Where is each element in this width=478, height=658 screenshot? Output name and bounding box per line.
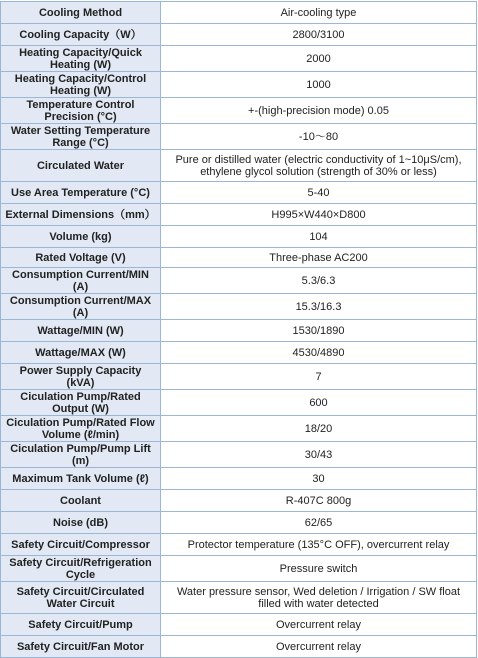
spec-value: Overcurrent relay <box>161 636 477 658</box>
spec-row <box>1 2 477 24</box>
spec-row <box>1 268 477 294</box>
spec-label: Temperature Control Precision (°C) <box>1 98 161 124</box>
spec-value: Pressure switch <box>161 556 477 582</box>
spec-label: Water Setting Temperature Range (°C) <box>1 124 161 150</box>
spec-value: 30 <box>161 468 477 490</box>
spec-label: Consumption Current/MAX (A) <box>1 294 161 320</box>
spec-row <box>1 182 477 204</box>
spec-label: External Dimensions（mm） <box>1 204 161 226</box>
spec-row <box>1 582 477 614</box>
spec-label: Noise (dB) <box>1 512 161 534</box>
spec-label: Coolant <box>1 490 161 512</box>
spec-row <box>1 490 477 512</box>
spec-value: 7 <box>161 364 477 390</box>
spec-value: 62/65 <box>161 512 477 534</box>
spec-label: Maximum Tank Volume (ℓ) <box>1 468 161 490</box>
spec-value: 104 <box>161 226 477 248</box>
spec-label: Safety Circuit/Circulated Water Circuit <box>1 582 161 614</box>
spec-row <box>1 614 477 636</box>
spec-row <box>1 416 477 442</box>
spec-label: Safety Circuit/Refrigeration Cycle <box>1 556 161 582</box>
spec-row <box>1 204 477 226</box>
spec-label: Ciculation Pump/Rated Output (W) <box>1 390 161 416</box>
spec-row <box>1 46 477 72</box>
spec-value: Three-phase AC200 <box>161 248 477 268</box>
spec-label: Consumption Current/MIN (A) <box>1 268 161 294</box>
spec-value: 600 <box>161 390 477 416</box>
spec-value: 5-40 <box>161 182 477 204</box>
spec-value: 1530/1890 <box>161 320 477 342</box>
spec-row <box>1 636 477 658</box>
spec-label: Rated Voltage (V) <box>1 248 161 268</box>
spec-value: 1000 <box>161 72 477 98</box>
spec-row <box>1 442 477 468</box>
spec-row <box>1 294 477 320</box>
spec-row <box>1 320 477 342</box>
spec-table-body <box>1 2 477 658</box>
spec-label: Ciculation Pump/Pump Lift (m) <box>1 442 161 468</box>
spec-label: Wattage/MAX (W) <box>1 342 161 364</box>
spec-table <box>0 1 477 658</box>
spec-value: 2000 <box>161 46 477 72</box>
spec-row <box>1 556 477 582</box>
spec-row <box>1 24 477 46</box>
spec-row <box>1 124 477 150</box>
spec-value: H995×W440×D800 <box>161 204 477 226</box>
spec-label: Safety Circuit/Compressor <box>1 534 161 556</box>
spec-label: Power Supply Capacity (kVA) <box>1 364 161 390</box>
spec-value: R-407C 800g <box>161 490 477 512</box>
spec-label: Cooling Capacity（W） <box>1 24 161 46</box>
spec-row <box>1 248 477 268</box>
spec-value: -10～80 <box>161 124 477 150</box>
spec-label: Safety Circuit/Pump <box>1 614 161 636</box>
spec-row <box>1 364 477 390</box>
spec-row <box>1 534 477 556</box>
spec-value: +-(high-precision mode) 0.05 <box>161 98 477 124</box>
spec-value: Air-cooling type <box>161 2 477 24</box>
spec-row <box>1 226 477 248</box>
spec-value: 2800/3100 <box>161 24 477 46</box>
spec-label: Heating Capacity/Quick Heating (W) <box>1 46 161 72</box>
spec-label: Cooling Method <box>1 2 161 24</box>
spec-value: 30/43 <box>161 442 477 468</box>
spec-value: 18/20 <box>161 416 477 442</box>
spec-value: 5.3/6.3 <box>161 268 477 294</box>
spec-label: Volume (kg) <box>1 226 161 248</box>
spec-label: Heating Capacity/Control Heating (W) <box>1 72 161 98</box>
spec-label: Ciculation Pump/Rated Flow Volume (ℓ/min) <box>1 416 161 442</box>
spec-value: Pure or distilled water (electric conductivity of 1~10μS/cm), ethylene glycol solution (strength of 30% or less) <box>161 150 477 182</box>
spec-label: Wattage/MIN (W) <box>1 320 161 342</box>
spec-value: 15.3/16.3 <box>161 294 477 320</box>
spec-row <box>1 468 477 490</box>
spec-row <box>1 72 477 98</box>
spec-row <box>1 98 477 124</box>
spec-row <box>1 390 477 416</box>
spec-label: Safety Circuit/Fan Motor <box>1 636 161 658</box>
spec-row <box>1 342 477 364</box>
spec-label: Use Area Temperature (°C) <box>1 182 161 204</box>
spec-label: Circulated Water <box>1 150 161 182</box>
spec-row <box>1 512 477 534</box>
spec-value: 4530/4890 <box>161 342 477 364</box>
spec-value: Overcurrent relay <box>161 614 477 636</box>
spec-row <box>1 150 477 182</box>
spec-value: Protector temperature (135°C OFF), overcurrent relay <box>161 534 477 556</box>
spec-value: Water pressure sensor, Wed deletion / Irrigation / SW float filled with water detected <box>161 582 477 614</box>
